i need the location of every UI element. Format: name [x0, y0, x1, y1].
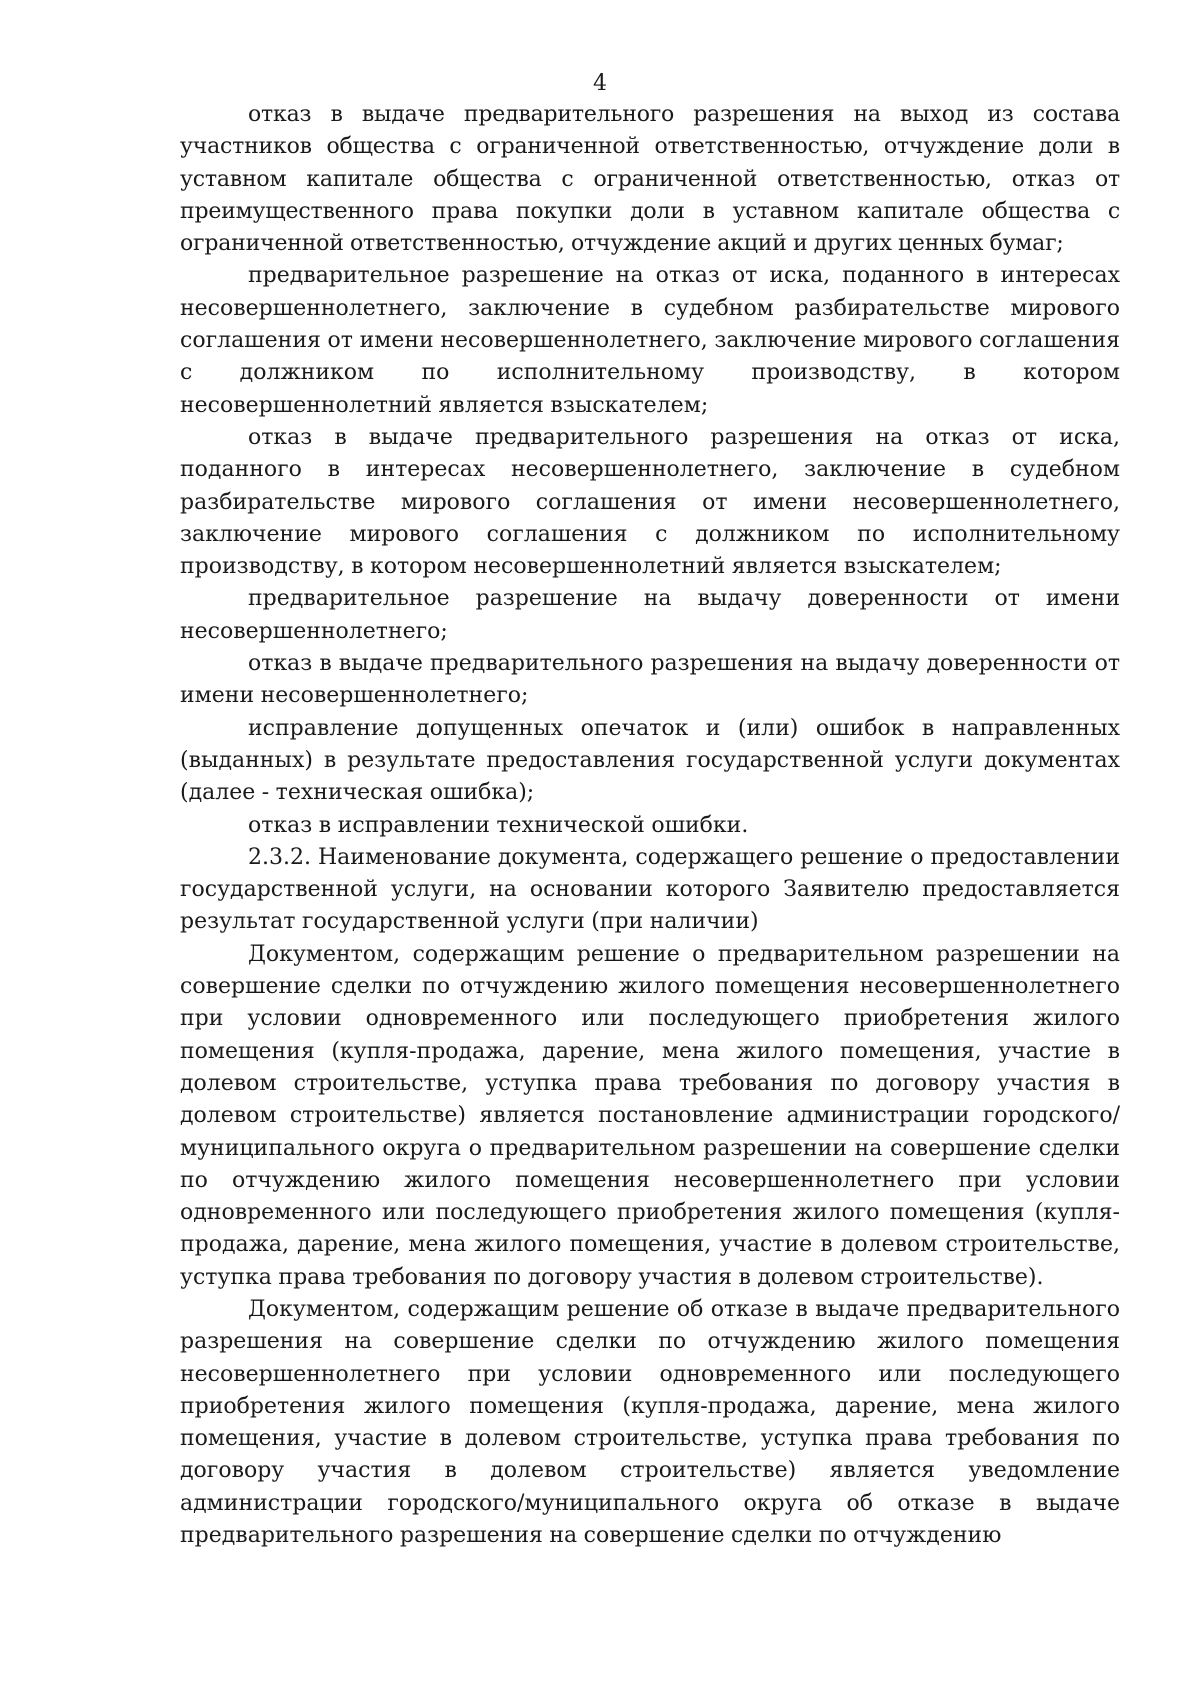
page-number: 4 — [593, 71, 607, 96]
paragraph-refusal-llc-exit: отказ в выдаче предварительного разрешения на выход из состава участников общества с ограниченной ответственностью, отчуждение доли в уставном капитале общества с ограниченной ответственностью, отказ от преимущественного права покупки доли в уставном капитале общества с ограниченной ответственностью, отчуждение акций и других ценных бумаг; — [180, 102, 1120, 257]
section-2-3-2-heading: 2.3.2. Наименование документа, содержащего решение о предоставлении государственной услуги, на основании которого Заявителю предоставляется результат государственной услуги (при наличии) — [180, 844, 1120, 935]
paragraph-typo-correction: исправление допущенных опечаток и (или) ошибок в направленных (выданных) в результате предоставления государственной услуги документах (далее - техническая ошибка); — [180, 715, 1120, 806]
paragraph-refusal-power-of-attorney: отказ в выдаче предварительного разрешения на выдачу доверенности от имени несовершеннолетнего; — [180, 651, 1120, 709]
paragraph-decision-document-refusal: Документом, содержащим решение об отказе в выдаче предварительного разрешения на совершение сделки по отчуждению жилого помещения несовершеннолетнего при условии одновременного или последующего приобретения жилого помещения (купля-продажа, дарение, мена жилого помещения, участие в долевом строительстве, уступка права требования по договору участия в долевом строительстве) является уведомление администрации городского/муниципального округа об отказе в выдаче предварительного разрешения на совершение сделки по отчуждению — [180, 1296, 1120, 1549]
paragraph-refusal-claim-waiver: отказ в выдаче предварительного разрешения на отказ от иска, поданного в интересах несовершеннолетнего, заключение в судебном разбирательстве мирового соглашения от имени несовершеннолетнего, заключение мирового соглашения с должником по исполнительному производству, в котором несовершеннолетний является взыскателем; — [180, 424, 1120, 580]
paragraph-refusal-typo-correction: отказ в исправлении технической ошибки. — [248, 812, 749, 838]
paragraph-decision-document-permission: Документом, содержащим решение о предварительном разрешении на совершение сделки по отчуждению жилого помещения несовершеннолетнего при условии одновременного или последующего приобретения жилого помещения (купля-продажа, дарение, мена жилого помещения, участие в долевом строительстве, уступка права требования по договору участия в долевом строительстве) является постановление администрации городского/муниципального округа о предварительном разрешении на совершение сделки по отчуждению жилого помещения несовершеннолетнего при условии одновременного или последующего приобретения жилого помещения (купля-продажа, дарение, мена жилого помещения, участие в долевом строительстве, уступка права требования по договору участия в долевом строительстве). — [180, 941, 1120, 1290]
paragraph-permission-power-of-attorney: предварительное разрешение на выдачу доверенности от имени несовершеннолетнего; — [180, 586, 1120, 644]
paragraph-permission-claim-waiver: предварительное разрешение на отказ от иска, поданного в интересах несовершеннолетнего, заключение в судебном разбирательстве мирового соглашения от имени несовершеннолетнего, заключение мирового соглашения с должником по исполнительному производству, в котором несовершеннолетний является взыскателем; — [180, 263, 1120, 418]
document-body — [180, 99, 1120, 1552]
